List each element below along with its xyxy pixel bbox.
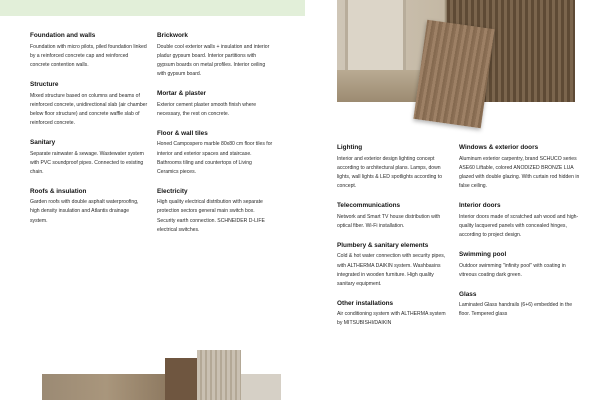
spec-title: Interior doors: [459, 201, 501, 209]
spec-text: Double cool exterior walls + insulation and interior pladur gypsum board. Interior partitions with gypsum boards on metal profiles. Interior ceiling with gypsum board.: [157, 43, 270, 77]
material-photo-light-stone: [241, 374, 281, 400]
spec-interior-doors: [459, 202, 583, 240]
spec-text: Outdoor swimming "infinity pool" with coating in vitreous coating dark green.: [459, 262, 566, 278]
spec-sanitary: [30, 139, 148, 177]
spec-text: High quality electrical distribution with separate protection sectors general main switch box. Security earth connection. SCHNEIDER D-LIFE electrical switches.: [157, 199, 265, 233]
spec-other-installations: [337, 300, 451, 329]
spec-text: Foundation with micro pilots, piled foundation linked by a reinforced concrete cap and reinforced concrete contention walls.: [30, 43, 147, 68]
spec-title: Roofs & insulation: [30, 187, 87, 195]
spec-text: Network and Smart TV house distribution with optical fiber. Wi-Fi installation.: [337, 213, 441, 229]
spec-title: Sanitary: [30, 138, 56, 146]
spec-text: Exterior cement plaster smooth finish where necessary, the rest on concrete.: [157, 101, 257, 117]
spec-text: Interior doors made of scratched ash wood and high-quality lacquered panels with concealed hinges, according to project design.: [459, 213, 579, 238]
spec-tiles: [157, 130, 273, 177]
spec-swimming-pool: [459, 251, 583, 280]
wood-sample-photo: [413, 20, 494, 128]
spec-title: Foundation and walls: [30, 32, 96, 39]
spec-brickwork: [157, 32, 273, 79]
spec-text: Honed Campospero marble 80x80 cm floor tiles for interior and exterior spaces and staircase. Bathrooms tiling and countertops of Living Ceramics pieces.: [157, 141, 273, 175]
material-photo-fluted-panel: [197, 350, 241, 400]
spec-title: Swimming pool: [459, 250, 507, 258]
doorway-shape: [345, 0, 406, 73]
header-color-band: [0, 0, 305, 16]
spec-text: Interior and exterior design lighting concept according to architectural plans. Lamps, down lights, wall lights & LED spotlights according to concept.: [337, 155, 443, 189]
spec-title: Structure: [30, 80, 59, 88]
spec-glass: [459, 291, 583, 320]
spec-title: Brickwork: [157, 32, 188, 39]
spec-telecommunications: [337, 202, 451, 231]
spec-text: Separate rainwater & sewage. Wastewater system with PVC soundproof pipes. Connected to existing chain.: [30, 150, 144, 175]
spec-text: Mixed structure based on columns and beams of reinforced concrete, unidirectional slab (air chamber below floor structure) and concrete waffle slab of reinforced concrete.: [30, 92, 148, 126]
spec-column-2: [157, 32, 273, 246]
spec-text: Laminated Glass handrails (6+6) embedded in the floor. Tempered glass: [459, 302, 573, 318]
spec-structure: [30, 81, 148, 128]
spec-title: Windows & exterior doors: [459, 144, 539, 151]
spec-text: Aluminum exterior carpentry, brand SCHUCO series ASE60 Liftable, colored ANODIZED BRONZE LUA glazed with double glazing. With curtain rod hidden in false ceiling.: [459, 155, 580, 189]
spec-text: Cold & hot water connection with security pipes, with ALTHERMA DAIKIN system. Washbasins integrated in wooden furniture. High quality sanitary equipment.: [337, 253, 446, 287]
spec-title: Floor & wall tiles: [157, 129, 208, 137]
spec-foundation: [30, 32, 148, 70]
spec-electricity: [157, 188, 273, 235]
spec-title: Plumbery & sanitary elements: [337, 241, 429, 249]
spec-mortar: [157, 90, 273, 119]
spec-title: Telecommunications: [337, 201, 401, 209]
spec-text: Air conditioning system with ALTHERMA system by MITSUBISHI/DAIKIN: [337, 311, 446, 327]
spec-column-3: [337, 144, 451, 340]
spec-column-1: [30, 32, 148, 237]
spec-text: Garden roofs with double asphalt waterproofing, high density insulation and Atlantis drainage system.: [30, 199, 139, 224]
spec-title: Lighting: [337, 144, 363, 151]
spec-title: Glass: [459, 290, 477, 298]
spec-title: Mortar & plaster: [157, 89, 207, 97]
spec-plumbery: [337, 242, 451, 289]
spec-windows: [459, 144, 583, 191]
spec-title: Other installations: [337, 299, 394, 307]
spec-title: Electricity: [157, 187, 188, 195]
spec-column-4: [459, 144, 583, 330]
spec-roofs: [30, 188, 148, 226]
spec-lighting: [337, 144, 451, 191]
material-photo-wood: [165, 358, 197, 400]
